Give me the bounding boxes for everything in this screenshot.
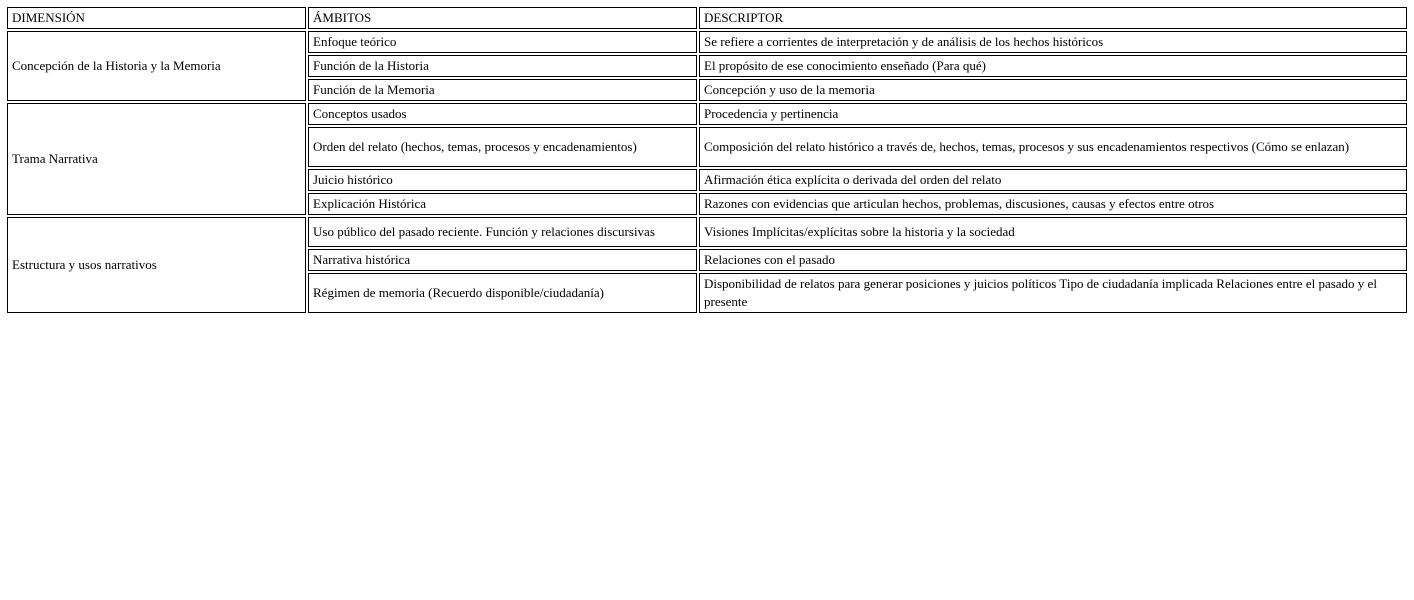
ambito-cell: Narrativa histórica	[308, 249, 697, 271]
ambito-cell: Régimen de memoria (Recuerdo disponible/ciudadanía)	[308, 273, 697, 313]
ambito-cell: Conceptos usados	[308, 103, 697, 125]
descriptor-cell: Relaciones con el pasado	[699, 249, 1407, 271]
descriptor-cell: Composición del relato histórico a través de, hechos, temas, procesos y sus encadenamientos respectivos (Cómo se enlazan)	[699, 127, 1407, 167]
table-row	[7, 31, 1407, 53]
ambito-cell: Función de la Historia	[308, 55, 697, 77]
table-row	[7, 217, 1407, 247]
descriptor-cell: Procedencia y pertinencia	[699, 103, 1407, 125]
descriptor-cell: Concepción y uso de la memoria	[699, 79, 1407, 101]
ambito-cell: Juicio histórico	[308, 169, 697, 191]
descriptor-cell: Se refiere a corrientes de interpretación y de análisis de los hechos históricos	[699, 31, 1407, 53]
ambito-cell: Enfoque teórico	[308, 31, 697, 53]
descriptor-cell: Disponibilidad de relatos para generar posiciones y juicios políticos Tipo de ciudadanía implicada Relaciones entre el pasado y el presente	[699, 273, 1407, 313]
header-dimension: DIMENSIÓN	[7, 7, 306, 29]
descriptor-cell: Razones con evidencias que articulan hechos, problemas, discusiones, causas y efectos entre otros	[699, 193, 1407, 215]
descriptor-cell: El propósito de ese conocimiento enseñado (Para qué)	[699, 55, 1407, 77]
ambito-cell: Función de la Memoria	[308, 79, 697, 101]
dimensions-table	[5, 5, 1409, 315]
table-header-row	[7, 7, 1407, 29]
header-descriptor: DESCRIPTOR	[699, 7, 1407, 29]
dimension-cell: Estructura y usos narrativos	[7, 217, 306, 313]
dimension-cell: Trama Narrativa	[7, 103, 306, 215]
descriptor-cell: Afirmación ética explícita o derivada del orden del relato	[699, 169, 1407, 191]
ambito-cell: Uso público del pasado reciente. Función y relaciones discursivas	[308, 217, 697, 247]
descriptor-cell: Visiones Implícitas/explícitas sobre la historia y la sociedad	[699, 217, 1407, 247]
table-row	[7, 103, 1407, 125]
header-ambitos: ÁMBITOS	[308, 7, 697, 29]
ambito-cell: Explicación Histórica	[308, 193, 697, 215]
dimension-cell: Concepción de la Historia y la Memoria	[7, 31, 306, 101]
ambito-cell: Orden del relato (hechos, temas, procesos y encadenamientos)	[308, 127, 697, 167]
